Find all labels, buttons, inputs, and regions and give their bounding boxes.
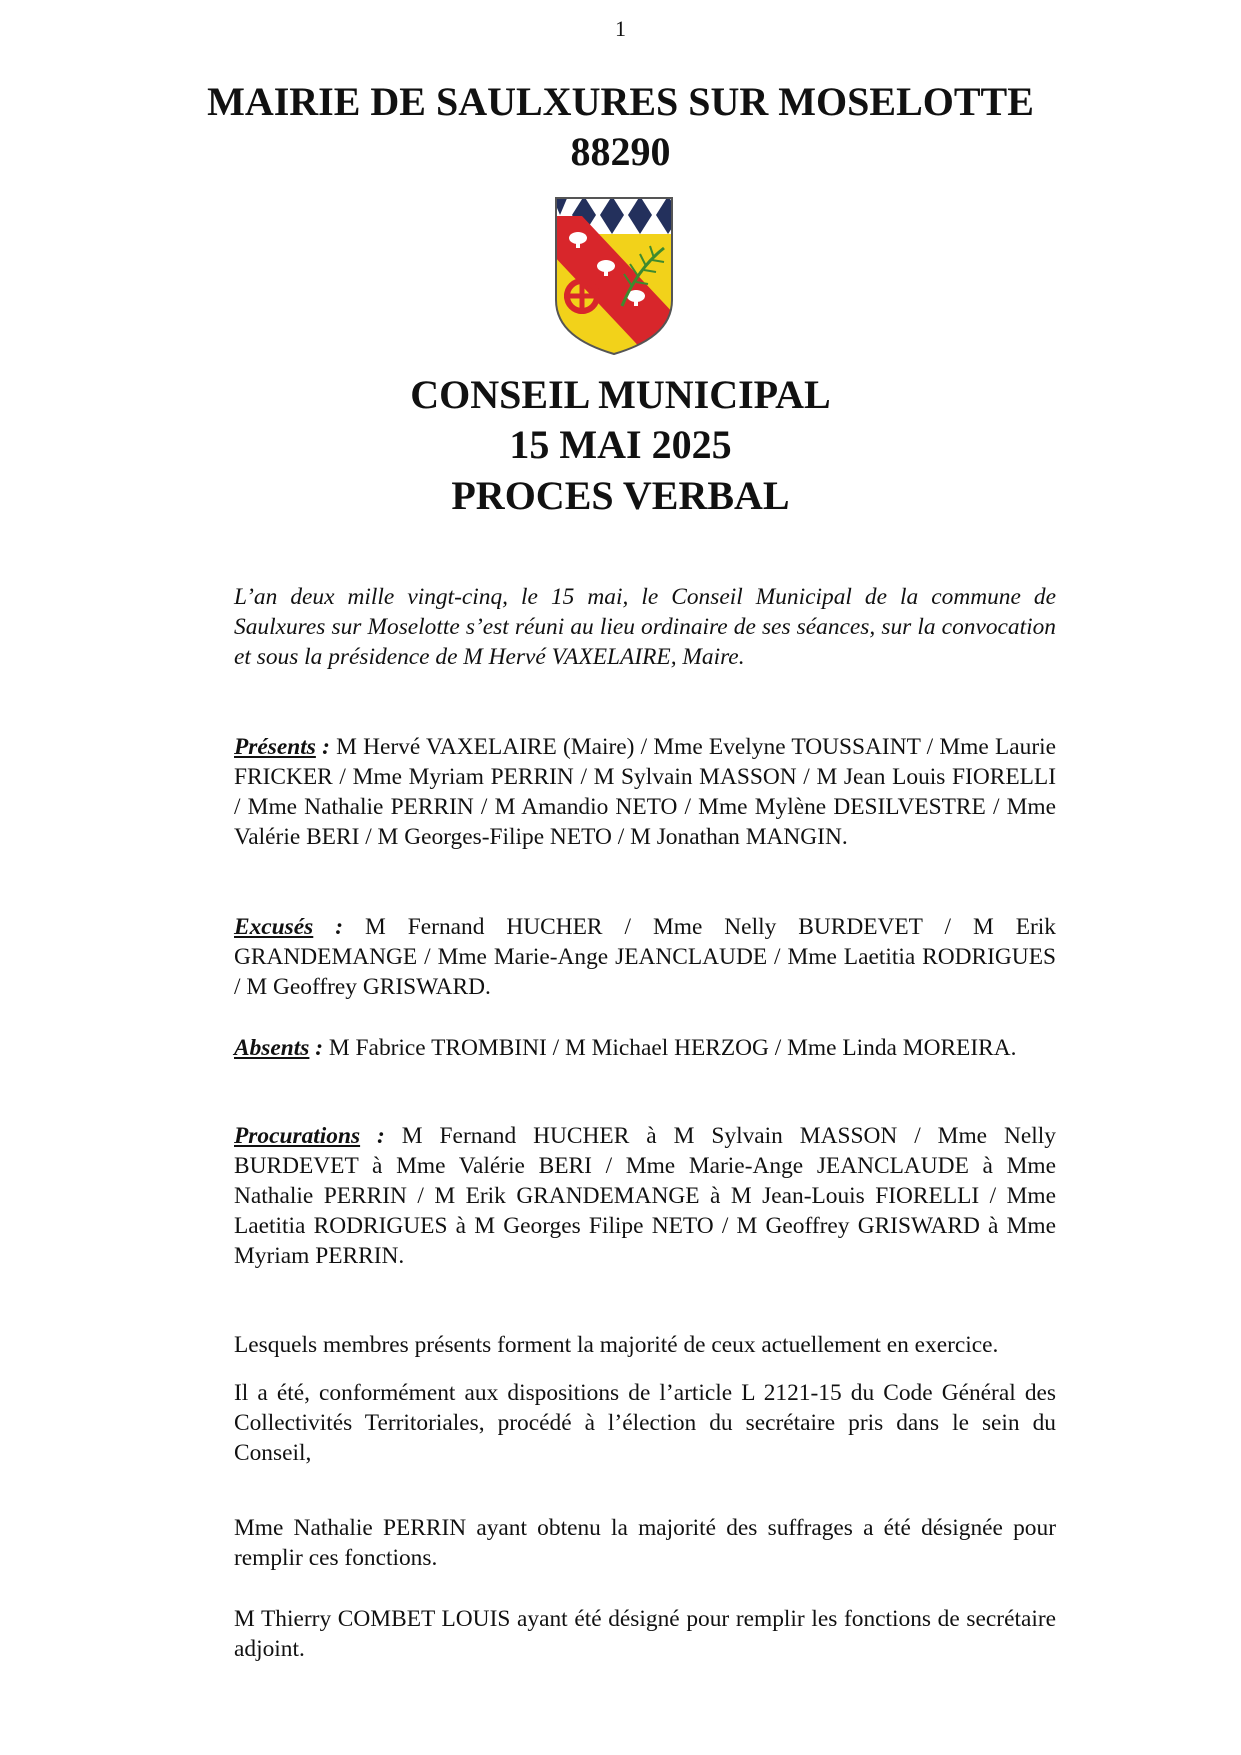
election-paragraph: Il a été, conformément aux dispositions de l’article L 2121-15 du Code Général des Collectivités Territoriales, procédé à l’élection du secrétaire pris dans le sein du Conseil, — [234, 1380, 1056, 1466]
absents-paragraph — [234, 1033, 1056, 1063]
intro-paragraph: L’an deux mille vingt-cinq, le 15 mai, le Conseil Municipal de la commune de Saulxures sur Moselotte s’est réuni au lieu ordinaire de ses séances, sur la convocation et sous la présidence de M Hervé VAXELAIRE, Maire. — [234, 584, 1056, 670]
excuses-paragraph — [234, 912, 1056, 1002]
coat-of-arms-icon — [552, 196, 676, 356]
procurations-list: M Fernand HUCHER à M Sylvain MASSON / Mme Nelly BURDEVET à Mme Valérie BERI / Mme Marie-Ange JEANCLAUDE à Mme Nathalie PERRIN / M Erik GRANDEMANGE à M Jean-Louis FIORELLI / Mme Laetitia RODRIGUES à M Georges Filipe NETO / M Geoffrey GRISWARD à Mme Myriam PERRIN. — [234, 1123, 1056, 1269]
council-title: CONSEIL MUNICIPAL — [410, 372, 831, 417]
procurations-paragraph — [234, 1121, 1056, 1271]
majority-paragraph: Lesquels membres présents forment la majorité de ceux actuellement en exercice. — [234, 1332, 999, 1358]
postcode: 88290 — [570, 129, 671, 174]
session-date: 15 MAI 2025 — [509, 422, 732, 467]
page-number: 1 — [615, 16, 626, 41]
excuses-label: Excusés : — [234, 914, 365, 940]
presents-label: Présents : — [234, 734, 337, 760]
minutes-title: PROCES VERBAL — [451, 473, 790, 518]
excuses-list: M Fernand HUCHER / Mme Nelly BURDEVET / M Erik GRANDEMANGE / Mme Marie-Ange JEANCLAUDE / Mme Laetitia RODRIGUES / M Geoffrey GRISWARD. — [234, 914, 1056, 1000]
deputy-secretary-paragraph: M Thierry COMBET LOUIS ayant été désigné pour remplir les fonctions de secrétaire adjoint. — [234, 1606, 1056, 1662]
presents-list: M Hervé VAXELAIRE (Maire) / Mme Evelyne TOUSSAINT / Mme Laurie FRICKER / Mme Myriam PERRIN / M Sylvain MASSON / M Jean Louis FIORELLI / Mme Nathalie PERRIN / M Amandio NETO / Mme Mylène DESILVESTRE / Mme Valérie BERI / M Georges-Filipe NETO / M Jonathan MANGIN. — [234, 734, 1056, 850]
procurations-label: Procurations : — [234, 1123, 402, 1149]
absents-label: Absents : — [234, 1035, 329, 1061]
presents-paragraph — [234, 732, 1056, 852]
absents-list: M Fabrice TROMBINI / M Michael HERZOG / Mme Linda MOREIRA. — [328, 1035, 1017, 1061]
mairie-title: MAIRIE DE SAULXURES SUR MOSELOTTE — [207, 79, 1034, 124]
secretary-paragraph: Mme Nathalie PERRIN ayant obtenu la majorité des suffrages a été désignée pour remplir ces fonctions. — [234, 1515, 1056, 1571]
